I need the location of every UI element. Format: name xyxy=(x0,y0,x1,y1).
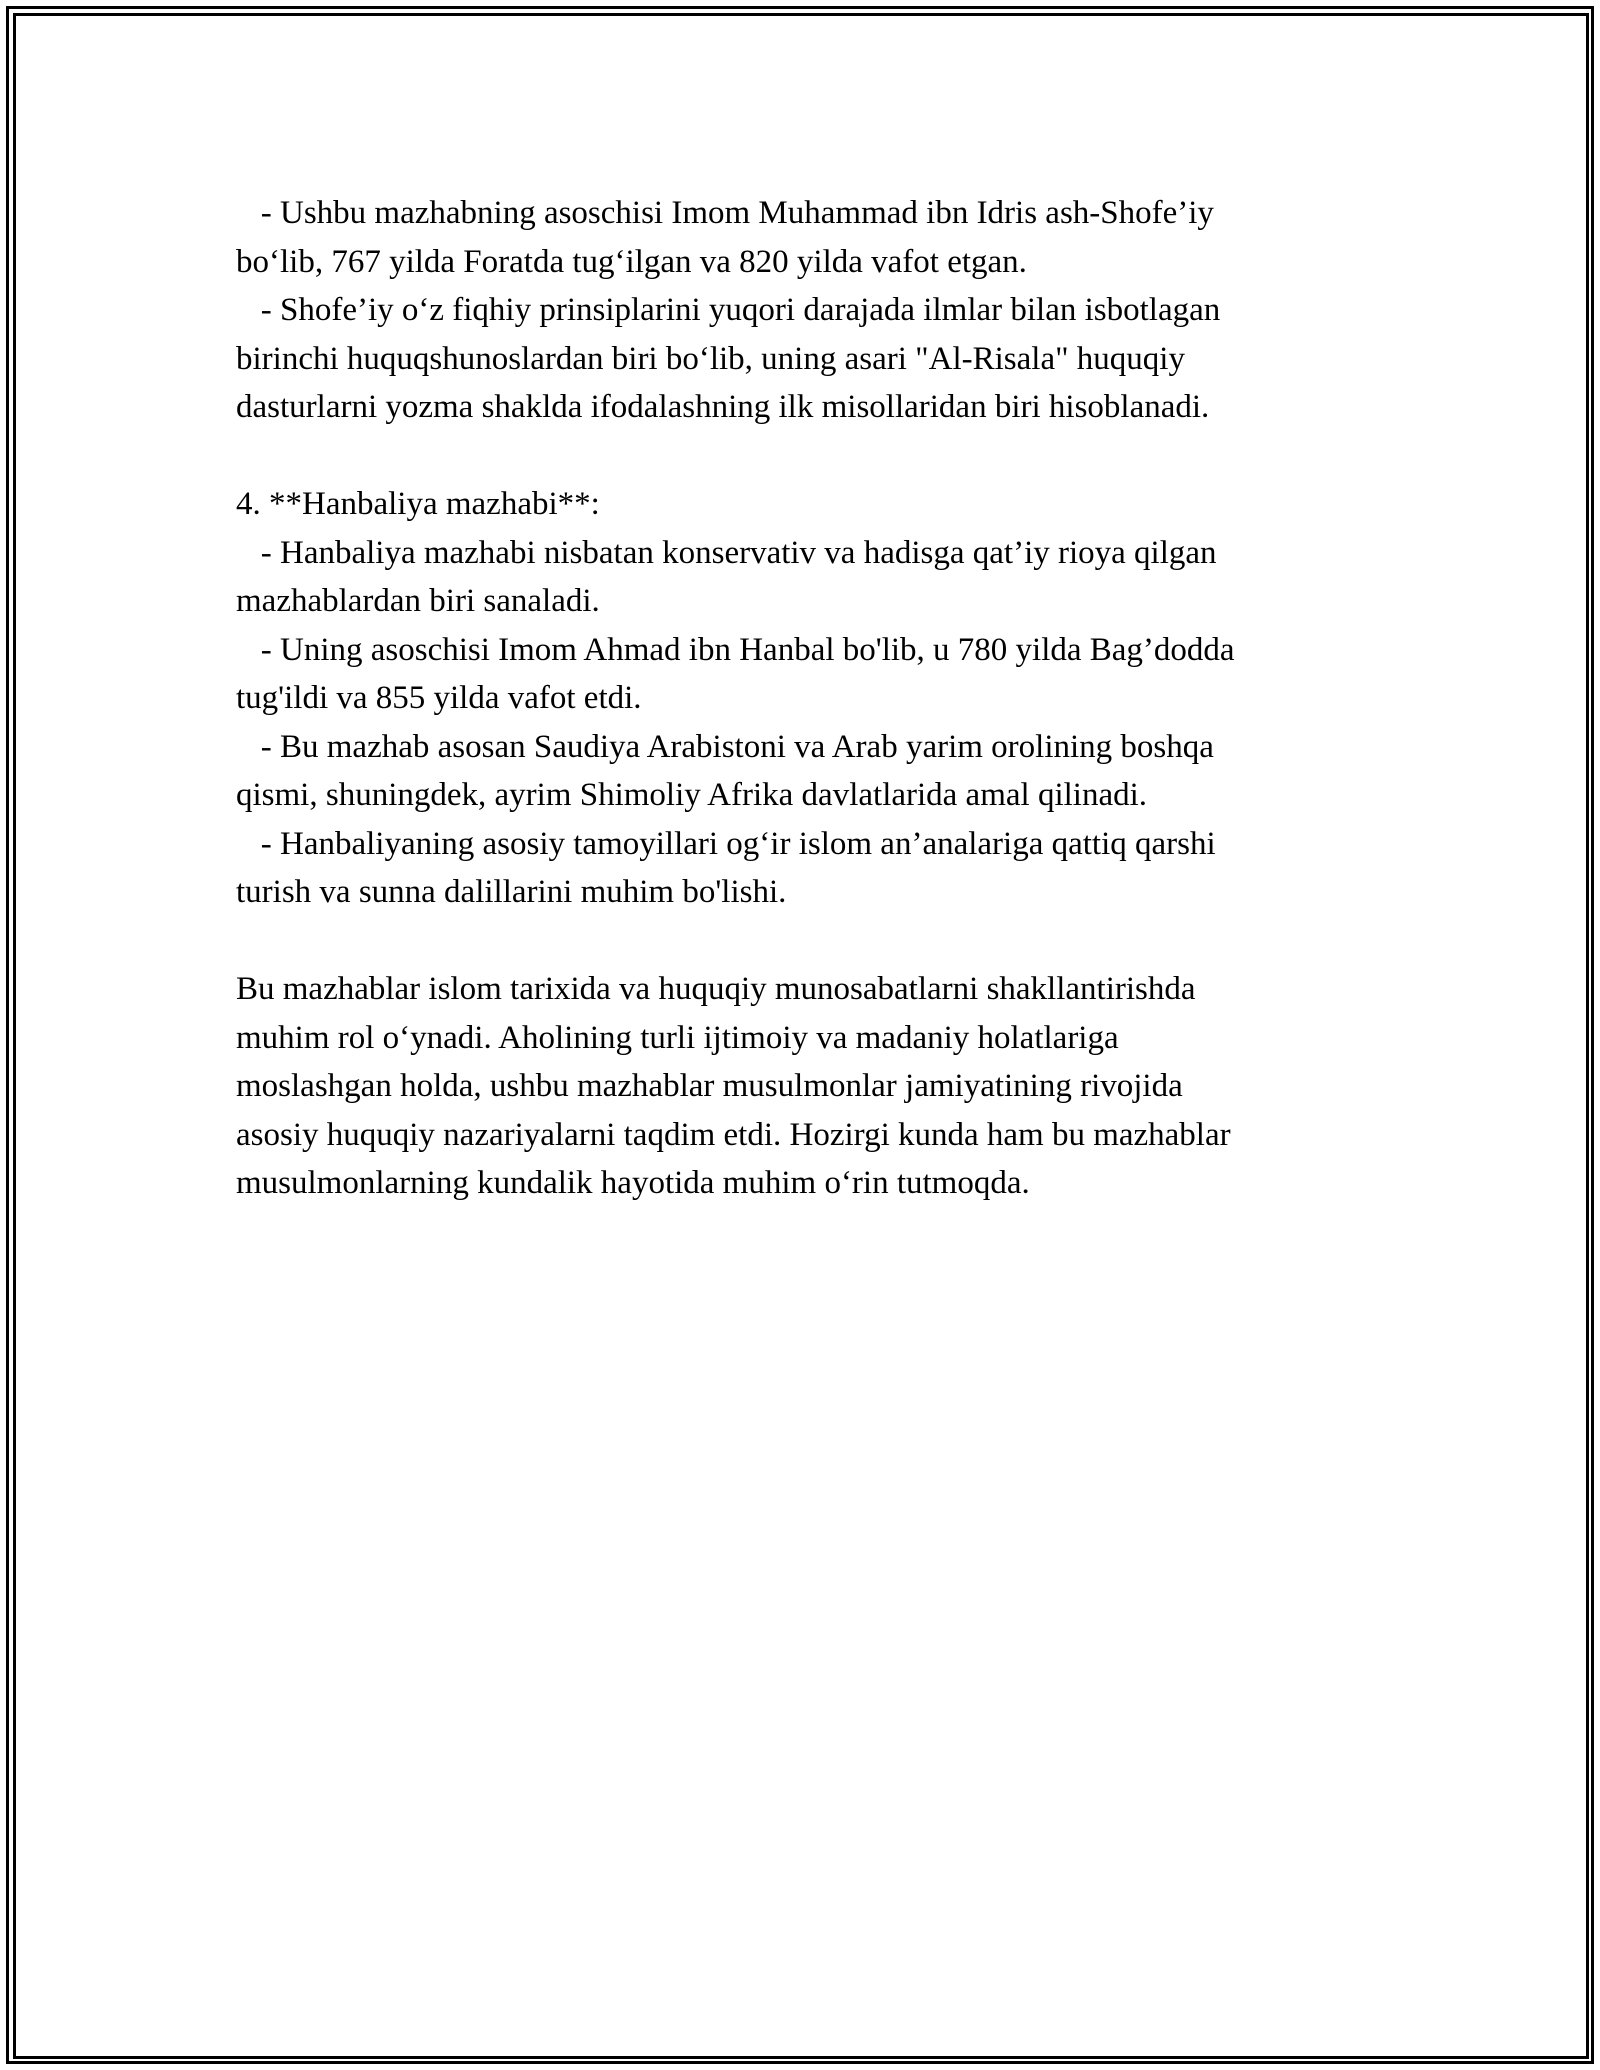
text-line: muhim rol o‘ynadi. Aholining turli ijtimoiy va madaniy holatlariga xyxy=(236,1019,1119,1056)
text-line: asosiy huquqiy nazariyalarni taqdim etdi. Hozirgi kunda ham bu mazhablar xyxy=(236,1116,1231,1153)
text-line: musulmonlarning kundalik hayotida muhim o‘rin tutmoqda. xyxy=(236,1165,1030,1201)
text-line: moslashgan holda, ushbu mazhablar musulmonlar jamiyatining rivojida xyxy=(236,1068,1183,1104)
document-body xyxy=(236,189,1376,1208)
text-line: Bu mazhablar islom tarixida va huquqiy munosabatlarni shakllantirishda xyxy=(236,971,1196,1007)
section-heading: 4. **Hanbaliya mazhabi**: xyxy=(236,486,600,522)
text-line: - Ushbu mazhabning asoschisi Imom Muhammad ibn Idris ash-Shofe’iy xyxy=(236,195,1214,231)
text-line: birinchi huquqshunoslardan biri bo‘lib, uning asari "Al-Risala" huquqiy xyxy=(236,340,1185,377)
paragraph-gap xyxy=(236,432,1376,481)
text-line: - Hanbaliyaning asosiy tamoyillari og‘ir islom an’analariga qattiq qarshi xyxy=(236,825,1216,862)
paragraph-gap xyxy=(236,917,1376,966)
text-line: dasturlarni yozma shaklda ifodalashning ilk misollaridan biri hisoblanadi. xyxy=(236,389,1210,425)
text-line: bo‘lib, 767 yilda Foratda tug‘ilgan va 820 yilda vafot etgan. xyxy=(236,243,1027,280)
text-line: turish va sunna dalillarini muhim bo'lishi. xyxy=(236,874,787,910)
text-line: - Hanbaliya mazhabi nisbatan konservativ va hadisga qat’iy rioya qilgan xyxy=(236,534,1217,571)
text-line: tug'ildi va 855 yilda vafot etdi. xyxy=(236,680,642,716)
text-line: - Uning asoschisi Imom Ahmad ibn Hanbal bo'lib, u 780 yilda Bag’dodda xyxy=(236,631,1235,668)
text-line: mazhablardan biri sanaladi. xyxy=(236,583,600,619)
text-line: qismi, shuningdek, ayrim Shimoliy Afrika davlatlarida amal qilinadi. xyxy=(236,777,1148,813)
text-line: - Bu mazhab asosan Saudiya Arabistoni va Arab yarim orolining boshqa xyxy=(236,728,1214,765)
text-line: - Shofe’iy o‘z fiqhiy prinsiplarini yuqori darajada ilmlar bilan isbotlagan xyxy=(236,292,1221,328)
